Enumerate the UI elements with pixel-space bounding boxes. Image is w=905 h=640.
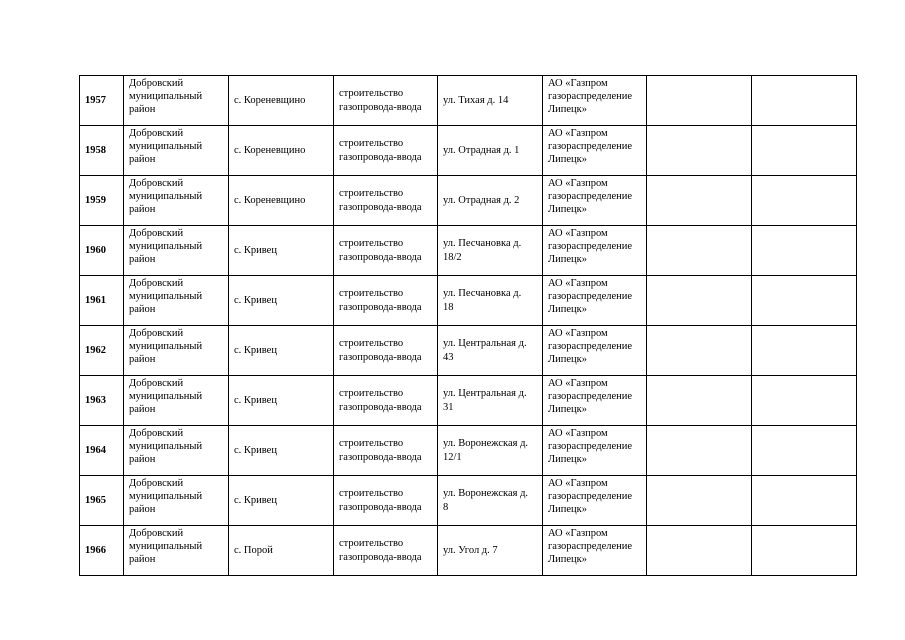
organization-cell: [543, 376, 647, 426]
settlement-cell: [229, 526, 334, 576]
address-cell-text: ул. Воронежская д. 12/1: [443, 438, 529, 463]
district-cell: [124, 126, 229, 176]
address-cell: [438, 526, 543, 576]
organization-cell-text: АО «Газпром газораспределение Липецк»: [548, 128, 633, 166]
district-cell-text: Добровский муниципальный район: [129, 428, 203, 466]
empty-cell: [647, 276, 752, 326]
empty-cell: [647, 376, 752, 426]
address-cell: [438, 476, 543, 526]
organization-cell-text: АО «Газпром газораспределение Липецк»: [548, 378, 633, 416]
work-type-cell: [334, 326, 438, 376]
work-type-cell: [334, 76, 438, 126]
organization-cell-text: АО «Газпром газораспределение Липецк»: [548, 528, 633, 566]
address-cell-text: ул. Отрадная д. 2: [443, 194, 520, 206]
work-type-cell-text: строительство газопровода-ввода: [339, 288, 422, 313]
address-cell: [438, 76, 543, 126]
organization-cell: [543, 526, 647, 576]
settlement-cell-text: с. Кривец: [234, 244, 277, 256]
table-row: [80, 226, 857, 276]
address-cell-text: ул. Тихая д. 14: [443, 94, 509, 106]
organization-cell-text: АО «Газпром газораспределение Липецк»: [548, 228, 633, 266]
organization-cell: [543, 476, 647, 526]
settlement-cell-text: с. Кореневщино: [234, 94, 306, 106]
row-number-text: 1958: [85, 144, 106, 156]
district-cell: [124, 526, 229, 576]
settlement-cell: [229, 426, 334, 476]
settlement-cell: [229, 326, 334, 376]
settlement-cell-text: с. Кривец: [234, 294, 277, 306]
address-cell: [438, 276, 543, 326]
empty-cell: [752, 426, 857, 476]
table-row: [80, 476, 857, 526]
table-row: [80, 176, 857, 226]
empty-cell: [647, 226, 752, 276]
settlement-cell-text: с. Кривец: [234, 494, 277, 506]
settlement-cell: [229, 126, 334, 176]
work-type-cell: [334, 226, 438, 276]
empty-cell: [647, 476, 752, 526]
district-cell: [124, 426, 229, 476]
address-cell-text: ул. Песчановка д. 18: [443, 288, 522, 313]
organization-cell: [543, 326, 647, 376]
table-row: [80, 376, 857, 426]
work-type-cell-text: строительство газопровода-ввода: [339, 238, 422, 263]
work-type-cell-text: строительство газопровода-ввода: [339, 188, 422, 213]
address-cell: [438, 126, 543, 176]
address-cell: [438, 176, 543, 226]
table-row: [80, 526, 857, 576]
address-cell: [438, 326, 543, 376]
row-number-text: 1963: [85, 394, 106, 406]
address-cell-text: ул. Отрадная д. 1: [443, 144, 520, 156]
organization-cell: [543, 276, 647, 326]
row-number-text: 1966: [85, 544, 106, 556]
empty-cell: [752, 526, 857, 576]
row-number: [80, 176, 124, 226]
district-cell-text: Добровский муниципальный район: [129, 378, 203, 416]
gas-connections-table: [79, 75, 857, 576]
empty-cell: [647, 526, 752, 576]
organization-cell-text: АО «Газпром газораспределение Липецк»: [548, 478, 633, 516]
district-cell-text: Добровский муниципальный район: [129, 228, 203, 266]
settlement-cell: [229, 226, 334, 276]
row-number-text: 1961: [85, 294, 106, 306]
district-cell: [124, 276, 229, 326]
work-type-cell-text: строительство газопровода-ввода: [339, 88, 422, 113]
empty-cell: [752, 126, 857, 176]
address-cell: [438, 226, 543, 276]
address-cell-text: ул. Центральная д. 43: [443, 338, 527, 363]
table-row: [80, 76, 857, 126]
table-row: [80, 126, 857, 176]
work-type-cell: [334, 376, 438, 426]
table-row: [80, 326, 857, 376]
work-type-cell-text: строительство газопровода-ввода: [339, 488, 422, 513]
settlement-cell-text: с. Кривец: [234, 394, 277, 406]
organization-cell-text: АО «Газпром газораспределение Липецк»: [548, 278, 633, 316]
settlement-cell-text: с. Порой: [234, 544, 273, 556]
settlement-cell-text: с. Кореневщино: [234, 194, 306, 206]
row-number: [80, 326, 124, 376]
work-type-cell: [334, 426, 438, 476]
district-cell: [124, 226, 229, 276]
row-number: [80, 376, 124, 426]
address-cell-text: ул. Воронежская д. 8: [443, 488, 529, 513]
district-cell-text: Добровский муниципальный район: [129, 528, 203, 566]
organization-cell: [543, 176, 647, 226]
district-cell-text: Добровский муниципальный район: [129, 178, 203, 216]
work-type-cell-text: строительство газопровода-ввода: [339, 338, 422, 363]
row-number: [80, 76, 124, 126]
work-type-cell: [334, 526, 438, 576]
row-number-text: 1960: [85, 244, 106, 256]
organization-cell-text: АО «Газпром газораспределение Липецк»: [548, 78, 633, 116]
empty-cell: [752, 226, 857, 276]
empty-cell: [752, 376, 857, 426]
row-number: [80, 526, 124, 576]
district-cell: [124, 176, 229, 226]
empty-cell: [752, 276, 857, 326]
district-cell-text: Добровский муниципальный район: [129, 78, 203, 116]
work-type-cell: [334, 126, 438, 176]
work-type-cell: [334, 276, 438, 326]
row-number-text: 1962: [85, 344, 106, 356]
address-cell-text: ул. Угол д. 7: [443, 544, 498, 556]
row-number: [80, 276, 124, 326]
table-row: [80, 276, 857, 326]
settlement-cell: [229, 476, 334, 526]
empty-cell: [647, 126, 752, 176]
empty-cell: [647, 426, 752, 476]
district-cell-text: Добровский муниципальный район: [129, 128, 203, 166]
organization-cell-text: АО «Газпром газораспределение Липецк»: [548, 428, 633, 466]
district-cell: [124, 326, 229, 376]
settlement-cell: [229, 276, 334, 326]
work-type-cell-text: строительство газопровода-ввода: [339, 438, 422, 463]
row-number: [80, 426, 124, 476]
work-type-cell: [334, 176, 438, 226]
work-type-cell: [334, 476, 438, 526]
settlement-cell: [229, 376, 334, 426]
settlement-cell-text: с. Кривец: [234, 344, 277, 356]
empty-cell: [647, 326, 752, 376]
district-cell-text: Добровский муниципальный район: [129, 278, 203, 316]
district-cell-text: Добровский муниципальный район: [129, 478, 203, 516]
district-cell: [124, 76, 229, 126]
empty-cell: [752, 326, 857, 376]
organization-cell-text: АО «Газпром газораспределение Липецк»: [548, 328, 633, 366]
settlement-cell-text: с. Кривец: [234, 444, 277, 456]
address-cell: [438, 376, 543, 426]
address-cell: [438, 426, 543, 476]
row-number-text: 1959: [85, 194, 106, 206]
settlement-cell: [229, 176, 334, 226]
organization-cell-text: АО «Газпром газораспределение Липецк»: [548, 178, 633, 216]
row-number-text: 1965: [85, 494, 106, 506]
table-body: [80, 76, 857, 576]
empty-cell: [752, 176, 857, 226]
work-type-cell-text: строительство газопровода-ввода: [339, 538, 422, 563]
settlement-cell: [229, 76, 334, 126]
empty-cell: [752, 476, 857, 526]
settlement-cell-text: с. Кореневщино: [234, 144, 306, 156]
row-number: [80, 476, 124, 526]
district-cell: [124, 376, 229, 426]
address-cell-text: ул. Центральная д. 31: [443, 388, 527, 413]
row-number: [80, 126, 124, 176]
empty-cell: [647, 176, 752, 226]
address-cell-text: ул. Песчановка д. 18/2: [443, 238, 522, 263]
empty-cell: [752, 76, 857, 126]
row-number-text: 1964: [85, 444, 106, 456]
organization-cell: [543, 426, 647, 476]
table-row: [80, 426, 857, 476]
row-number-text: 1957: [85, 94, 106, 106]
work-type-cell-text: строительство газопровода-ввода: [339, 388, 422, 413]
organization-cell: [543, 76, 647, 126]
district-cell: [124, 476, 229, 526]
row-number: [80, 226, 124, 276]
organization-cell: [543, 126, 647, 176]
district-cell-text: Добровский муниципальный район: [129, 328, 203, 366]
empty-cell: [647, 76, 752, 126]
work-type-cell-text: строительство газопровода-ввода: [339, 138, 422, 163]
organization-cell: [543, 226, 647, 276]
